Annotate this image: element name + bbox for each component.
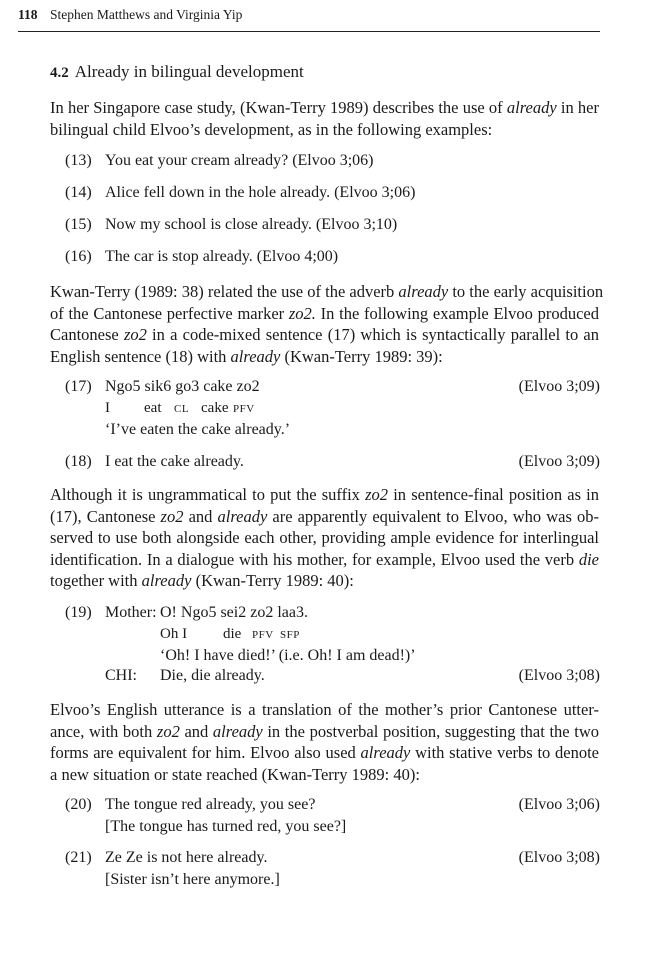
section-title: Already in bilingual development <box>74 62 304 81</box>
example-number: (19) <box>65 604 92 621</box>
example-number: (16) <box>65 248 92 265</box>
example-text: Now my school is close already. (Elvoo 3;10) <box>105 216 398 233</box>
gloss-abbreviation: CL <box>174 403 190 415</box>
paragraph-line: of the Cantonese perfective marker zo2. In the following example Elvoo produced <box>50 303 599 323</box>
example-translation: ‘Oh! I have died!’ (i.e. Oh! I am dead!)’ <box>160 647 416 664</box>
paragraph-line: together with already (Kwan-Terry 1989: 40): <box>50 571 354 590</box>
gloss-abbreviation: PFV <box>252 629 274 641</box>
paragraph-line: In her Singapore case study, (Kwan-Terry 1989) describes the use of already in her <box>50 98 599 117</box>
gloss-word: cake <box>201 400 229 416</box>
example-text: The car is stop already. (Elvoo 4;00) <box>105 248 339 265</box>
example-number: (20) <box>65 796 92 813</box>
paragraph-2 <box>50 281 604 367</box>
example-number: (15) <box>65 216 92 233</box>
paragraph-line: English sentence (18) with already (Kwan-Terry 1989: 39): <box>50 346 443 366</box>
paragraph-line: Kwan-Terry (1989: 38) related the use of the adverb already to the early acquisition <box>50 282 604 301</box>
example-text: Alice fell down in the hole already. (Elvoo 3;06) <box>105 184 416 201</box>
gloss-word: eat <box>144 400 162 416</box>
running-head-authors: Stephen Matthews and Virginia Yip <box>50 7 243 22</box>
example-source: (Elvoo 3;08) <box>518 849 600 866</box>
gloss-word: Oh I <box>160 626 188 642</box>
speaker-label: CHI: <box>105 667 137 684</box>
example-text: Die, die already. <box>160 667 265 684</box>
example-translation: [Sister isn’t here anymore.] <box>105 871 280 888</box>
gloss-abbreviation: PFV <box>233 403 255 415</box>
paragraph-line: Cantonese zo2 in a code-mixed sentence (17) which is syntactically parallel to an <box>50 325 599 344</box>
example-text: The tongue red already, you see? <box>105 796 316 813</box>
paragraph-line: (17), Cantonese zo2 and already are apparently equivalent to Elvoo, who was ob- <box>50 506 599 526</box>
example-number: (18) <box>65 453 92 470</box>
example-source: (Elvoo 3;06) <box>518 796 600 813</box>
example-source: (Elvoo 3;09) <box>518 378 600 395</box>
example-text: Ngo5 sik6 go3 cake zo2 <box>105 378 260 395</box>
paragraph-4 <box>50 699 599 785</box>
example-text: I eat the cake already. <box>105 453 244 470</box>
paragraph-line: Although it is ungrammatical to put the suffix zo2 in sentence-final position as in <box>50 485 599 504</box>
paragraph-1 <box>50 97 599 140</box>
paragraph-line: forms are equivalent for him. Elvoo also used already with stative verbs to denote <box>50 743 599 762</box>
paragraph-line: a new situation or state reached (Kwan-Terry 1989: 40): <box>50 764 420 784</box>
paragraph-line: Elvoo’s English utterance is a translation of the mother’s prior Cantonese utter- <box>50 700 599 719</box>
example-source: (Elvoo 3;09) <box>518 453 600 470</box>
paragraph-line: bilingual child Elvoo’s development, as in the following examples: <box>50 119 493 139</box>
example-source: (Elvoo 3;08) <box>518 667 600 684</box>
paragraph-line: identification. In a dialogue with his mother, for example, Elvoo used the verb die <box>50 549 599 569</box>
section-number: 4.2 <box>50 65 69 81</box>
gloss-word: die <box>223 626 242 642</box>
section-heading <box>50 62 304 82</box>
paragraph-line: ance, with both zo2 and already in the postverbal position, suggesting that the two <box>50 721 600 741</box>
paragraph-3 <box>50 484 599 592</box>
header-rule <box>18 31 600 32</box>
gloss-word: I <box>105 400 110 416</box>
example-number: (17) <box>65 378 92 395</box>
example-translation: ‘I’ve eaten the cake already.’ <box>105 421 291 438</box>
paragraph-line: served to use both alongside each other, providing ample evidence for interlingual <box>50 528 599 547</box>
example-text: O! Ngo5 sei2 zo2 laa3. <box>160 604 308 621</box>
example-translation: [The tongue has turned red, you see?] <box>105 818 347 835</box>
example-number: (21) <box>65 849 92 866</box>
example-number: (13) <box>65 152 92 169</box>
example-text: You eat your cream already? (Elvoo 3;06) <box>105 152 374 169</box>
example-text: Ze Ze is not here already. <box>105 849 268 866</box>
example-number: (14) <box>65 184 92 201</box>
gloss-abbreviation: SFP <box>280 629 300 641</box>
page-number: 118 <box>18 7 38 22</box>
speaker-label: Mother: <box>105 604 157 621</box>
